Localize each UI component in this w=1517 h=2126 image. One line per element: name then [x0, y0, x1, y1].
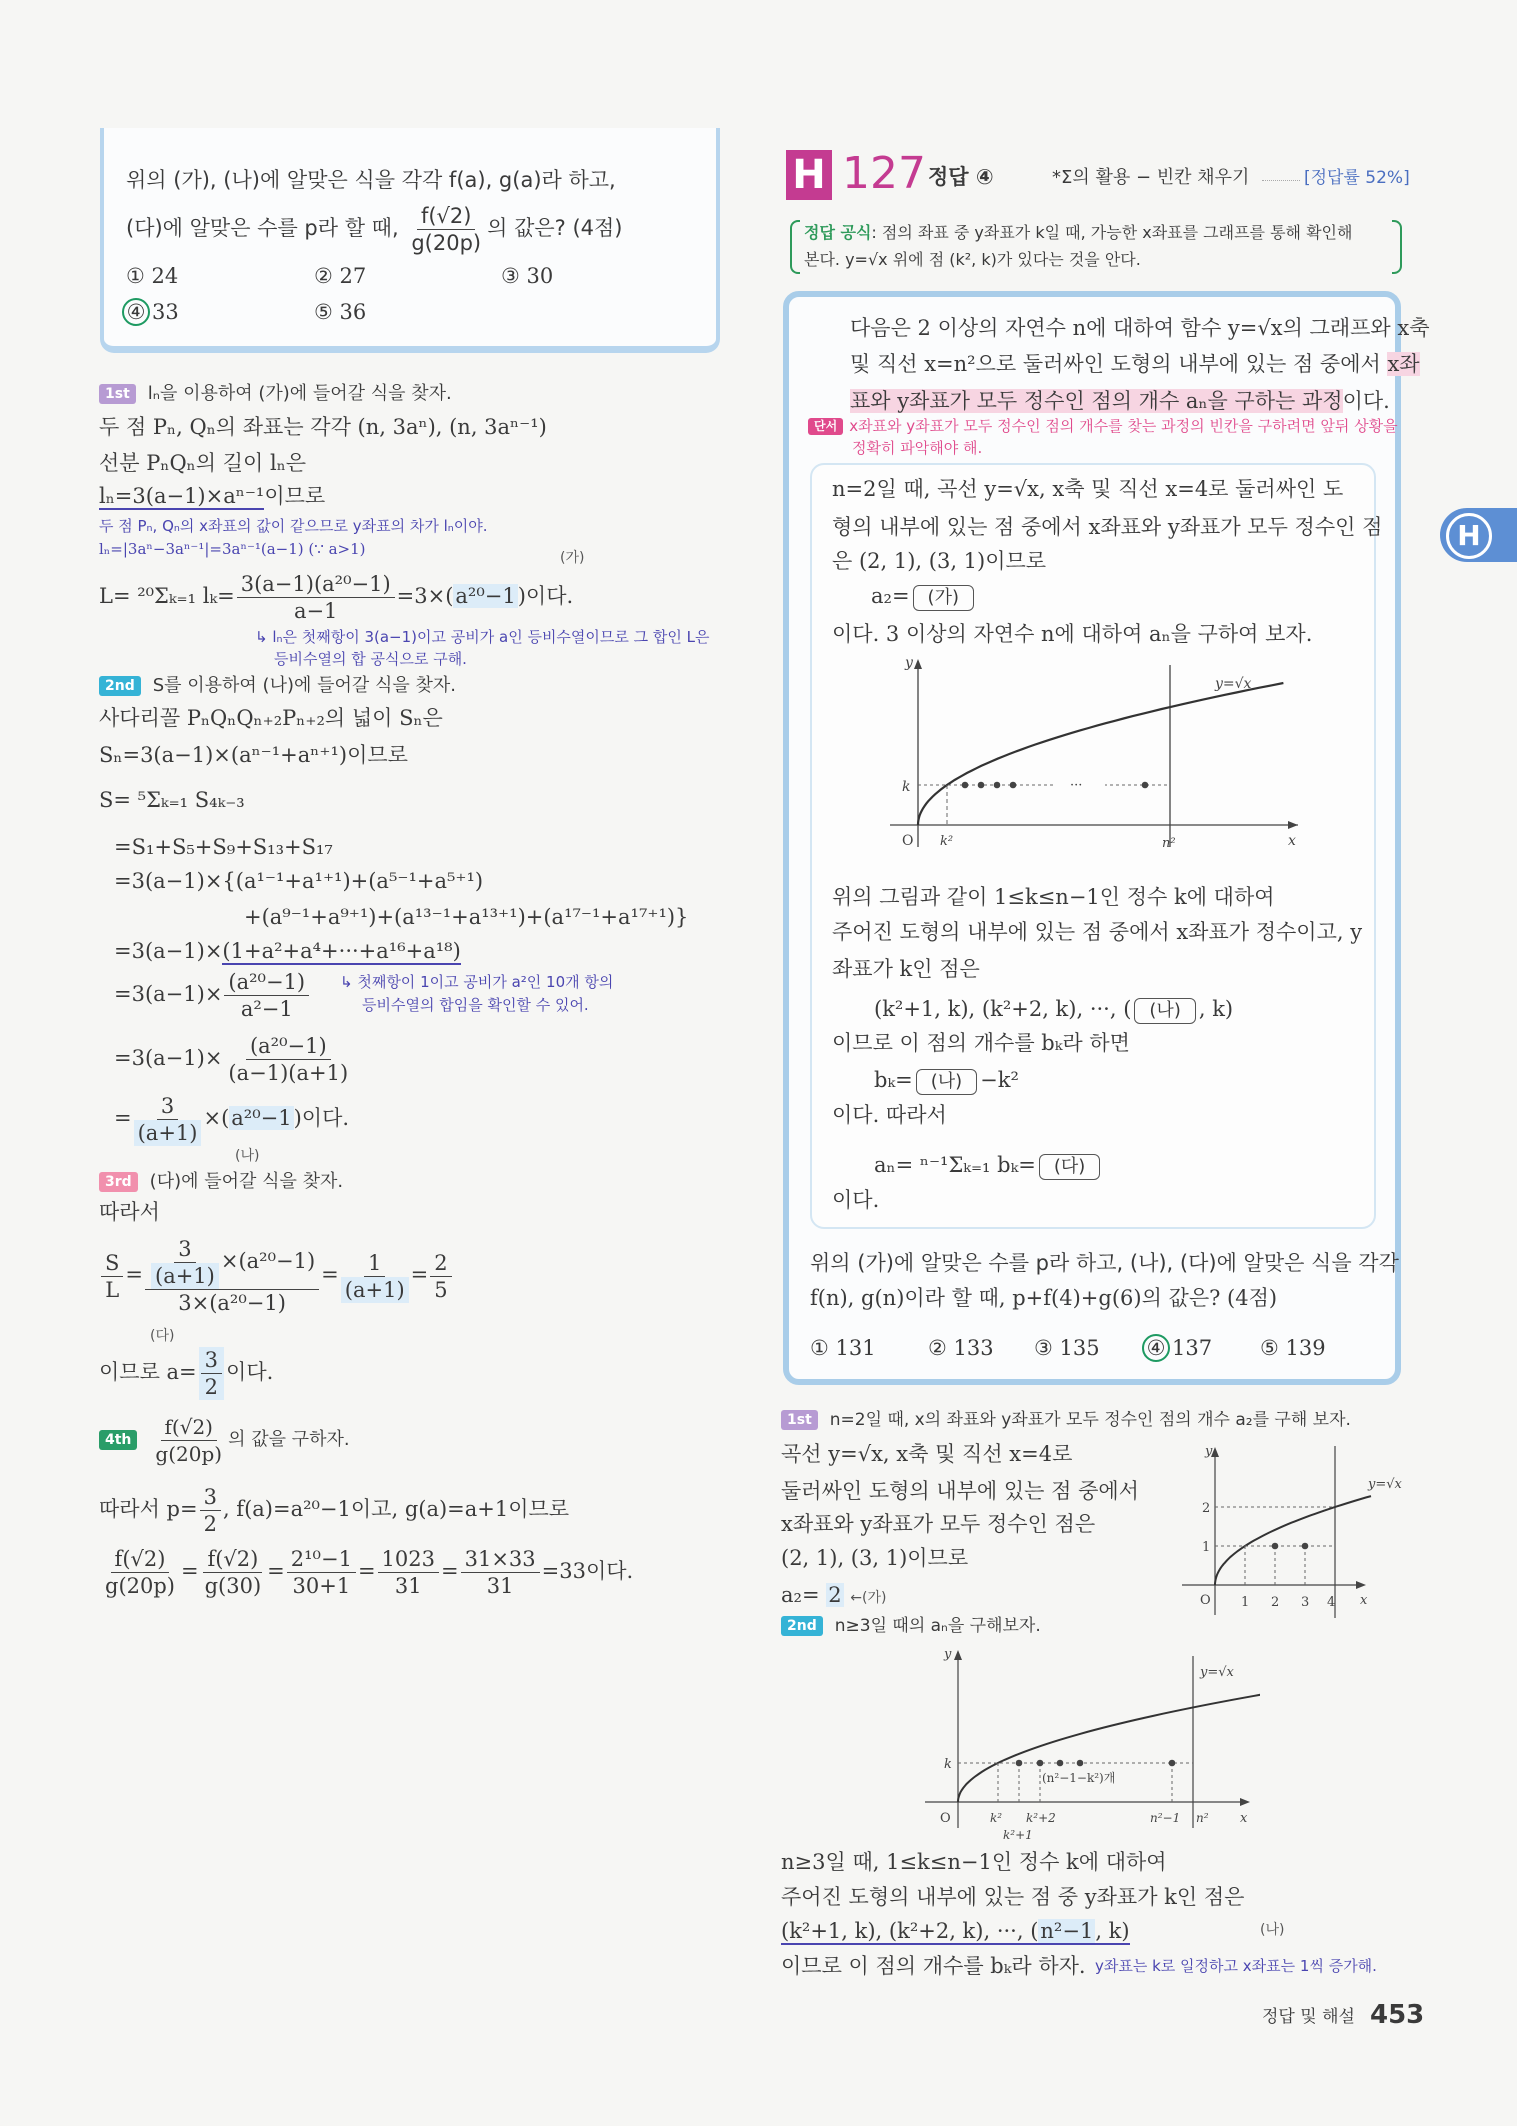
problem-text: 다음은 2 이상의 자연수 n에 대하여 함수 y=√x의 그래프와 x축: [850, 316, 1430, 340]
process-text: 형의 내부에 있는 점 중에서 x좌표와 y좌표가 모두 정수인 점: [832, 515, 1383, 539]
tick-label: 1: [1241, 1595, 1250, 1610]
problem-text: 및 직선 x=n²으로 둘러싸인 도형의 내부에 있는 점 중에서 x좌: [850, 352, 1420, 376]
bracket-right: [1392, 220, 1402, 274]
annotation-note: ↳ 첫째항이 1이고 공비가 a²인 10개 항의: [340, 973, 614, 991]
hint-badge: 단서: [808, 418, 843, 435]
choice-4-selected[interactable]: ④ 33: [122, 298, 179, 326]
graph-sqrt-k-detail: [920, 1646, 1260, 1846]
blank-label: (나): [235, 1148, 260, 1164]
k2p1-label: k²+1: [1003, 1828, 1033, 1842]
solution-line: Sₙ=3(a−1)×(aⁿ⁻¹+aⁿ⁺¹)이므로: [99, 743, 408, 767]
solution-line: $\frac{S}{L}$ = $\frac{3}{(a+1)}$ ×(a²⁰−1) 3×(a²⁰−1) = $\frac{1}{(a+1)}$ = $\frac{2}{5}$: [99, 1236, 454, 1316]
ellipsis: ···: [1070, 778, 1083, 793]
x-axis-arrow-icon: [1240, 1798, 1250, 1806]
step-badge: 4th: [99, 1430, 137, 1450]
n2-label: n²: [1196, 1811, 1209, 1825]
solution-line: 둘러싸인 도형의 내부에 있는 점 중에서: [781, 1479, 1139, 1503]
curve-label: y=√x: [1368, 1477, 1402, 1492]
y-label: y: [944, 1647, 952, 1662]
correct-rate: [정답률 52%]: [1304, 168, 1410, 188]
x-label: x: [1360, 1593, 1368, 1608]
section-tab[interactable]: [1440, 508, 1517, 562]
formula-line: 정답 공식: 점의 좌표 중 y좌표가 k일 때, 가능한 x좌표를 그래프를 통해 확인해: [804, 223, 1353, 242]
solution-line: n≥3일 때, 1≤k≤n−1인 정수 k에 대하여: [781, 1850, 1167, 1874]
point: [978, 782, 985, 789]
tick-label: 3: [1301, 1595, 1310, 1610]
step-1-heading: 1st n=2일 때, x의 좌표와 y좌표가 모두 정수인 점의 개수 a₂를 구해 보자.: [781, 1406, 1351, 1434]
process-text: n=2일 때, 곡선 y=√x, x축 및 직선 x=4로 둘러싸인 도: [832, 477, 1344, 501]
text: 의 값은? (4점): [487, 216, 623, 240]
solution-line: 곡선 y=√x, x축 및 직선 x=4로: [781, 1442, 1073, 1466]
selected-circle-icon: ④: [1142, 1334, 1170, 1362]
solution-line: =3(a−1)×(1+a²+a⁴+···+a¹⁶+a¹⁸): [114, 939, 461, 963]
blank-na: (나): [916, 1069, 977, 1095]
section-tab-label: H: [1446, 513, 1492, 559]
question-text: f(n), g(n)이라 할 때, p+f(4)+g(6)의 값은? (4점): [810, 1286, 1278, 1310]
solution-line: (2, 1), (3, 1)이므로: [781, 1546, 969, 1570]
process-text: 은 (2, 1), (3, 1)이므로: [832, 549, 1047, 573]
process-text: a₂= (가): [871, 582, 977, 611]
fraction: [407, 203, 485, 256]
choice-4-selected[interactable]: ④ 137: [1142, 1334, 1212, 1362]
annotation-note: 등비수열의 합임을 확인할 수 있어.: [362, 996, 589, 1014]
choice-2[interactable]: ② 27: [314, 264, 367, 288]
annotation-note: ↳ lₙ은 첫째항이 3(a−1)이고 공비가 a인 등비수열이므로 그 합인 L은: [255, 628, 710, 646]
solution-line: +(a⁹⁻¹+a⁹⁺¹)+(a¹³⁻¹+a¹³⁺¹)+(a¹⁷⁻¹+a¹⁷⁺¹)}: [244, 905, 689, 929]
denominator: g(20p): [411, 230, 482, 255]
y-label: y: [1205, 1444, 1213, 1459]
problem-text: 위의 (가), (나)에 알맞은 식을 각각 f(a), g(a)라 하고,: [126, 168, 616, 192]
solution-line: 선분 PₙQₙ의 길이 lₙ은: [99, 451, 307, 475]
process-text: 이다. 따라서: [832, 1103, 947, 1127]
process-text: 위의 그림과 같이 1≤k≤n−1인 정수 k에 대하여: [832, 885, 1275, 909]
tick-label: 4: [1327, 1595, 1336, 1610]
k-label: k: [944, 1757, 952, 1772]
origin-label: O: [1200, 1593, 1211, 1608]
k2-label: k²: [940, 834, 954, 849]
curve-sqrt-x: [918, 683, 1283, 825]
point: [1142, 782, 1149, 789]
y-axis-arrow-icon: [954, 1650, 962, 1660]
origin-label: O: [940, 1811, 951, 1826]
text: (다)에 알맞은 수를 p라 할 때,: [126, 216, 399, 240]
blank-da: (다): [1039, 1154, 1100, 1180]
k2p2-label: k²+2: [1026, 1811, 1056, 1825]
point: [1037, 1760, 1044, 1767]
solution-line: x좌표와 y좌표가 모두 정수인 점은: [781, 1512, 1096, 1536]
count-label: (n²−1−k²)개: [1042, 1771, 1116, 1785]
process-text: aₙ= ⁿ⁻¹Σₖ₌₁ bₖ= (다): [874, 1151, 1103, 1180]
solution-line: 두 점 Pₙ, Qₙ의 좌표는 각각 (n, 3aⁿ), (n, 3aⁿ⁻¹): [99, 415, 547, 439]
problem-number: 127: [842, 148, 926, 199]
n2m1-label: n²−1: [1150, 1811, 1181, 1825]
graph-n2: [1180, 1443, 1420, 1623]
k2-label: k²: [990, 1811, 1003, 1825]
step-badge: 1st: [99, 384, 136, 404]
question-text: 위의 (가)에 알맞은 수를 p라 하고, (나), (다)에 알맞은 식을 각각: [810, 1251, 1399, 1275]
numerator: f(√2): [417, 203, 476, 230]
annotation-note: 두 점 Pₙ, Qₙ의 x좌표의 값이 같으므로 y좌표의 차가 lₙ이야.: [99, 517, 488, 535]
step-2-heading: 2nd n≥3일 때의 aₙ을 구해보자.: [781, 1612, 1041, 1640]
formula-line: 본다. y=√x 위에 점 (k², k)가 있다는 것을 안다.: [804, 250, 1141, 269]
solution-line: a₂= 2 ←(가): [781, 1583, 887, 1607]
solution-line: = $\frac{3}{(a+1)}$ ×(a²⁰−1)이다.: [114, 1094, 350, 1145]
solution-line: 따라서 p= $\frac{3}{2}$ , f(a)=a²⁰−1이고, g(a)=a+1이므로: [99, 1485, 570, 1536]
solution-line: =3(a−1)× $\frac{\text{(a²⁰−1)}}{\text{a²−1}}$: [114, 966, 311, 1022]
process-text: 이다. 3 이상의 자연수 n에 대하여 aₙ을 구하여 보자.: [832, 622, 1313, 646]
footer-label: 정답 및 해설: [1262, 2007, 1355, 2027]
solution-line: =S₁+S₅+S₉+S₁₃+S₁₇: [114, 835, 333, 859]
origin-label: O: [902, 833, 914, 849]
answer-label: 정답 ④: [928, 165, 994, 189]
step-badge: 2nd: [99, 676, 141, 696]
problem-text: [126, 200, 623, 256]
solution-line: $\frac{f(√2)}{g(20p)}$ = $\frac{f(√2)}{g(30)}$ = $\frac{\text{2¹⁰−1}}{30+1}$ = $\frac{1023}{31}$ = $\frac{31\times 33}{31}$ =33이다.: [105, 1547, 634, 1598]
step-3-heading: 3rd (다)에 들어갈 식을 찾자.: [99, 1168, 343, 1196]
x-axis-arrow-icon: [1288, 821, 1298, 829]
solution-line: 사다리꼴 PₙQₙQₙ₊₂Pₙ₊₂의 넓이 Sₙ은: [99, 706, 443, 730]
solution-line: L= ²⁰Σₖ₌₁ lₖ= $\frac{\text{3(a−1)(a²⁰−1)}}{a-1}$ =3×(a²⁰−1)이다.: [99, 572, 574, 623]
graph-sqrt-k: [880, 655, 1300, 850]
process-text: (k²+1, k), (k²+2, k), ···, ( (나) , k): [874, 995, 1233, 1024]
hint-note: 단서 x좌표와 y좌표가 모두 정수인 점의 개수를 찾는 과정의 빈칸을 구하려면 앞뒤 상황을: [808, 416, 1398, 436]
process-text: 이다.: [832, 1188, 880, 1212]
step-2-heading: 2nd S를 이용하여 (나)에 들어갈 식을 찾자.: [99, 672, 456, 700]
choice-2[interactable]: ② 133: [928, 1336, 994, 1360]
solution-line: 이므로 a= $\frac{3}{2}$ 이다.: [99, 1348, 274, 1399]
solution-line: 이므로 이 점의 개수를 bₖ라 하자.: [781, 1954, 1086, 1978]
point: [1010, 782, 1017, 789]
annotation-note: 등비수열의 합 공식으로 구해.: [274, 650, 467, 668]
process-text: bₖ= (나) −k²: [874, 1066, 1019, 1095]
process-text: 좌표가 k인 점은: [832, 957, 980, 981]
dotted-leader: [1262, 180, 1300, 181]
choice-1[interactable]: ① 24: [126, 264, 179, 288]
point: [994, 782, 1001, 789]
step-badge: 3rd: [99, 1172, 138, 1192]
selected-circle-icon: ④: [122, 298, 150, 326]
point: [962, 782, 969, 789]
process-text: 이므로 이 점의 개수를 bₖ라 하면: [832, 1031, 1130, 1055]
solution-line: lₙ=3(a−1)×aⁿ⁻¹이므로: [99, 484, 326, 508]
process-text: 주어진 도형의 내부에 있는 점 중에서 x좌표가 정수이고, y: [832, 920, 1363, 944]
choice-1[interactable]: ① 131: [810, 1336, 876, 1360]
point: [1057, 1760, 1064, 1767]
solution-line: 따라서: [99, 1200, 160, 1224]
blank-ga: (가): [913, 585, 974, 611]
solution-line: =3(a−1)× $\frac{\text{(a²⁰−1)}}{(a-1)(a+1)}$: [114, 1034, 349, 1085]
blank-label: (가): [560, 550, 585, 566]
choice-5[interactable]: ⑤ 36: [314, 300, 367, 324]
step-badge: 2nd: [781, 1616, 823, 1636]
choice-5[interactable]: ⑤ 139: [1260, 1336, 1326, 1360]
step-1-heading: 1st lₙ을 이용하여 (가)에 들어갈 식을 찾자.: [99, 380, 452, 408]
bracket-left: [790, 220, 800, 274]
x-label: x: [1288, 833, 1296, 849]
point-3-1: [1302, 1543, 1309, 1550]
curve-label: y=√x: [1215, 676, 1252, 692]
solution-line: 주어진 도형의 내부에 있는 점 중 y좌표가 k인 점은: [781, 1885, 1245, 1909]
problem-text: 표와 y좌표가 모두 정수인 점의 개수 aₙ을 구하는 과정이다.: [850, 389, 1390, 413]
point: [1169, 1760, 1176, 1767]
choice-3[interactable]: ③ 135: [1034, 1336, 1100, 1360]
tick-label: 2: [1271, 1595, 1280, 1610]
solution-line: (k²+1, k), (k²+2, k), ···, (n²−1, k): [781, 1919, 1130, 1943]
blank-label: (나): [1260, 1922, 1285, 1938]
tick-label: 1: [1202, 1540, 1211, 1555]
annotation-note: y좌표는 k로 일정하고 x좌표는 1씩 증가해.: [1095, 1957, 1377, 1975]
solution-line: S= ⁵Σₖ₌₁ S₄ₖ₋₃: [99, 788, 245, 812]
solution-line: =3(a−1)×{(a¹⁻¹+a¹⁺¹)+(a⁵⁻¹+a⁵⁺¹): [114, 869, 484, 893]
tick-label: 2: [1202, 1501, 1211, 1516]
k-label: k: [902, 779, 911, 795]
point-2-1: [1272, 1543, 1279, 1550]
choice-3[interactable]: ③ 30: [501, 264, 554, 288]
y-label: y: [905, 655, 913, 671]
x-label: x: [1240, 1811, 1248, 1826]
y-axis-arrow-icon: [914, 659, 922, 669]
curve-label: y=√x: [1200, 1665, 1234, 1680]
point: [1016, 1760, 1023, 1767]
topic-label: *Σ의 활용 − 빈칸 채우기: [1052, 167, 1250, 188]
hint-note: 정확히 파악해야 해.: [852, 439, 983, 457]
blank-na: (나): [1134, 998, 1195, 1024]
step-4-heading: 4th $\frac{f(√2)}{g(20p)}$ 의 값을 구하자.: [99, 1412, 350, 1468]
page-number: 453: [1370, 2000, 1425, 2030]
x-axis-arrow-icon: [1356, 1581, 1366, 1589]
section-badge: H: [786, 150, 832, 200]
curve-sqrt-x: [1215, 1496, 1371, 1585]
annotation-note: lₙ=|3aⁿ−3aⁿ⁻¹|=3aⁿ⁻¹(a−1) (∵ a>1): [99, 540, 366, 558]
n2-label: n²: [1162, 836, 1176, 850]
blank-label: (다): [150, 1328, 175, 1344]
point: [1077, 1760, 1084, 1767]
step-badge: 1st: [781, 1410, 818, 1430]
